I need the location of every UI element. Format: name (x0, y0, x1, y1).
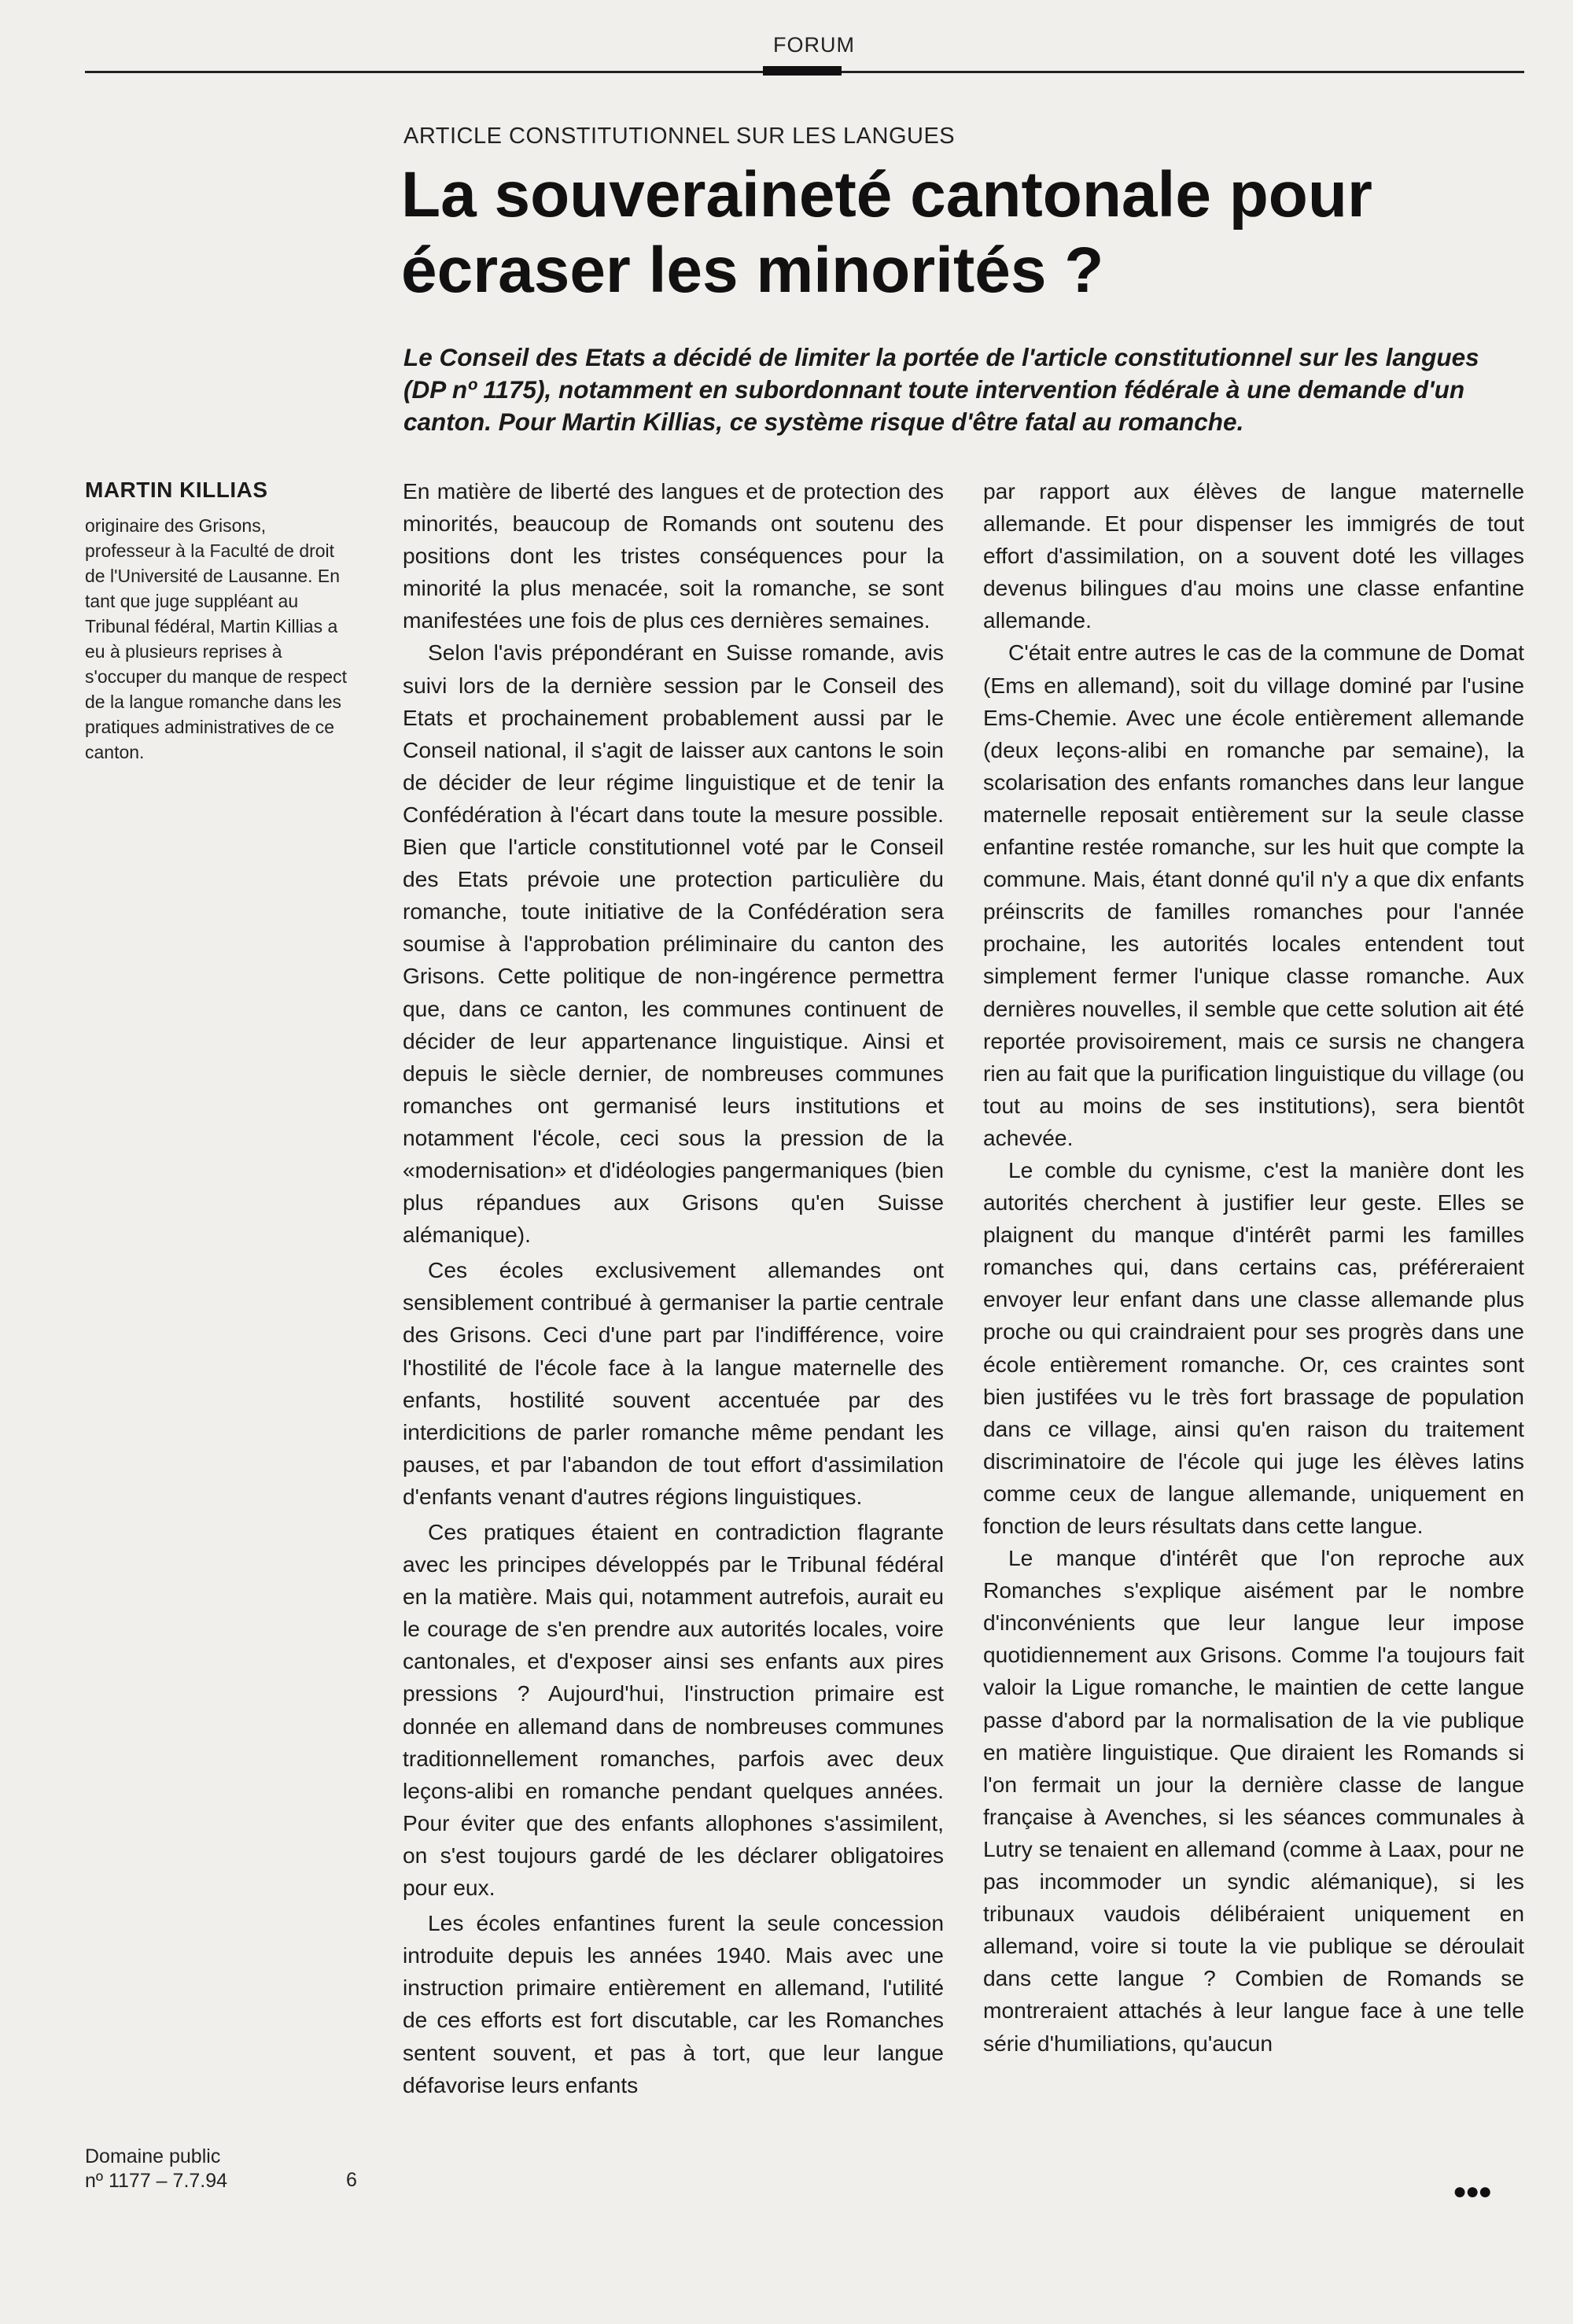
body-column-2 (983, 475, 1524, 2060)
paragraph: Le manque d'intérêt que l'on reproche aux Romanches s'explique aisément par le nombre d'inconvénients que leur langue leur impose quotidiennement aux Grisons. Comme l'a toujours fait valoir la Ligue romanche, le maintien de cette langue passe d'abord par la normalisation de la vie publique en matière linguistique. Que diraient les Romands si l'on fermait un jour la dernière classe de langue française à Avenches, si les séances communales à Lutry se tenaient en allemand (comme à Laax, pour ne pas incommoder un syndic alémanique), si les tribunaux vaudois délibéraient uniquement en allemand, voire si toute la vie publique se déroulait dans cette langue ? Combien de Romands se montreraient attachés à leur langue face à une telle série d'humiliations, qu'aucun (983, 1545, 1524, 2056)
publication-info (85, 2145, 289, 2193)
paragraph: Le comble du cynisme, c'est la manière dont les autorités cherchent à justifier leur geste. Elles se plaignent du manque d'intérêt parmi les familles romanches qui, dans certains cas, préféreraient envoyer leur enfant dans une classe allemande plus proche ou qui craindraient pour ses progrès dans une école entièrement romanche. Or, ces craintes sont bien justifées vu le très fort brassage de population dans ce village, ainsi qu'en raison du traitement discriminatoire de l'école qui juge les élèves latins comme ceux de langue allemande, uniquement en fonction de leurs résultats dans cette langue. (983, 1156, 1524, 1538)
article-kicker: ARTICLE CONSTITUTIONNEL SUR LES LANGUES (403, 124, 956, 149)
section-label: FORUM (773, 33, 855, 57)
header-rule-accent (763, 66, 842, 76)
author-bio: originaire des Grisons, professeur à la Faculté de droit de l'Université de Lausanne. En tant que juge suppléant au Tribunal fédéral, Martin Killias a eu à plusieurs reprises à s'occuper du manque de respect de la langue romanche dans les pratiques administratives de ce canton. (85, 515, 347, 762)
paragraph: Les écoles enfantines furent la seule concession introduite depuis les années 1940. Mais avec une instruction primaire entièrement en allemand, l'utilité de ces efforts est fort discutable, car les Romanches sentent souvent, et pas à tort, que leur langue défavorise leurs enfants (403, 1910, 944, 2097)
headline-line-2: écraser les minorités ? (401, 234, 1104, 306)
publication-name: Domaine public (85, 2145, 221, 2167)
publication-issue: nº 1177 – 7.7.94 (85, 2170, 228, 2192)
paragraph: Ces écoles exclusivement allemandes ont sensiblement contribué à germaniser la partie centrale des Grisons. Ceci d'une part par l'indifférence, voire l'hostilité de l'école face à la langue maternelle des enfants, hostilité souvent accentuée par des interdicitions de parler romanche même pendant les pauses, et par l'abandon de tout effort d'assimilation d'enfants venant d'autres régions linguistiques. (403, 1257, 944, 1509)
headline-line-1: La souveraineté cantonale pour (401, 159, 1372, 231)
article-lead: Le Conseil des Etats a décidé de limiter la portée de l'article constitutionnel sur les langues (DP nº 1175), notamment en subordonnant toute intervention fédérale à une demande d'un canton. Pour Martin Killias, ce système risque d'être fatal au romanche. (403, 343, 1479, 436)
paragraph: En matière de liberté des langues et de protection des minorités, beaucoup de Romands ont soutenu des positions dont les tristes conséquences pour la minorité la plus menacée, soit la romanche, se sont manifestées une fois de plus ces dernières semaines. (403, 478, 944, 633)
paragraph: Selon l'avis prépondérant en Suisse romande, avis suivi lors de la dernière session par le Conseil des Etats et prochainement probablement aussi par le Conseil national, il s'agit de laisser aux cantons le soin de décider de leur régime linguistique et de tenir la Confédération à l'écart dans toute la mesure possible. Bien que l'article constitutionnel voté par le Conseil des Etats prévoie une protection particulière du romanche, toute initiative de la Confédération sera soumise à l'approbation préliminaire du canton des Grisons. Cette politique de non-ingérence permettra que, dans ce canton, les communes continuent de décider de leur appartenance linguistique. Ainsi et depuis le siècle dernier, de nombreuses communes romanches ont germanisé leurs institutions et notamment l'école, ceci sous la pression de la «modernisation» et d'idéologies pangermaniques (bien plus répandues aux Grisons qu'en Suisse alémanique). (403, 640, 944, 1248)
article-headline (401, 157, 1486, 308)
page-number: 6 (346, 2169, 357, 2191)
continued-marker: ●●● (1453, 2178, 1491, 2204)
body-column-1 (403, 475, 944, 2101)
author-name: MARTIN KILLIAS (85, 478, 268, 502)
paragraph: Ces pratiques étaient en contradiction flagrante avec les principes développés par le Tribunal fédéral en la matière. Mais qui, notamment autrefois, aurait eu le courage de s'en prendre aux autorités locales, voire cantonales, et d'exposer ainsi ses enfants aux pires pressions ? Aujourd'hui, l'instruction primaire est donnée en allemand dans de nombreuses communes traditionnellement romanches, parfois avec deux leçons-alibi en romanche pendant quelques années. Pour éviter que des enfants allophones s'assimilent, on s'est toujours gardé de les déclarer obligatoires pour eux. (403, 1519, 944, 1901)
paragraph: C'était entre autres le cas de la commune de Domat (Ems en allemand), soit du village dominé par l'usine Ems-Chemie. Avec une école entièrement allemande (deux leçons-alibi en romanche par semaine), la scolarisation des enfants romanches dans leur langue maternelle reposait entièrement sur la seule classe enfantine restée romanche, sur les huit que compte la commune. Mais, étant donné qu'il n'y a que dix enfants préinscrits de familles romanches pour l'année prochaine, les autorités locales entendent tout simplement fermer l'unique classe romanche. Aux dernières nouvelles, il semble que cette solution ait été reportée provisoirement, mais ce sursis ne changera rien au fait que la purification linguistique du village (ou tout au moins de ses institutions), sera bientôt achevée. (983, 640, 1524, 1150)
paragraph: par rapport aux élèves de langue maternelle allemande. Et pour dispenser les immigrés de tout effort d'assimilation, on a souvent doté les villages devenus bilingues d'au moins une classe enfantine allemande. (983, 478, 1524, 633)
